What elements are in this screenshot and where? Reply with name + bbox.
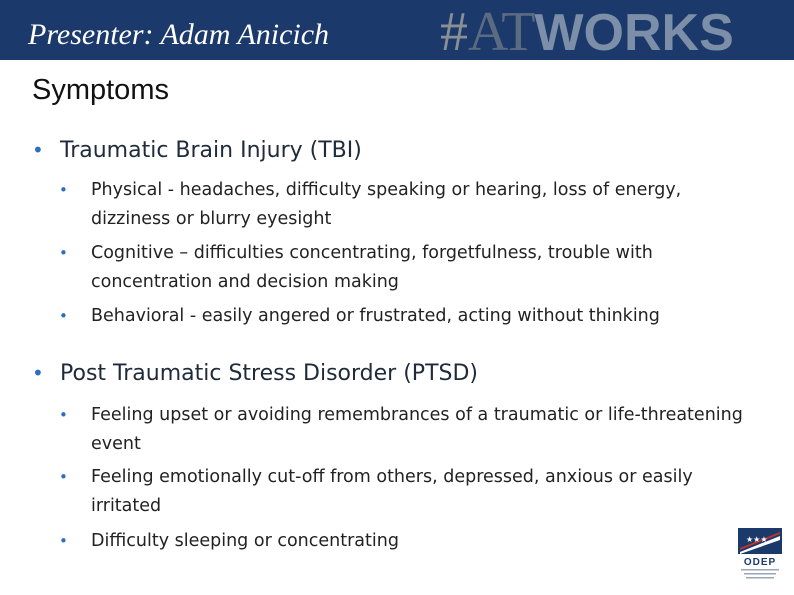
- list-item: [59, 239, 748, 297]
- presenter-name: Presenter: Adam Anicich: [28, 18, 330, 51]
- list-item-text: Feeling emotionally cut-off from others, depressed, anxious or easily irritated: [91, 467, 693, 516]
- logo-at: AT: [468, 1, 535, 63]
- list-item: [59, 176, 748, 234]
- bullet-icon: •: [32, 361, 44, 385]
- odep-line: [746, 577, 774, 579]
- section-label: Post Traumatic Stress Disorder (PTSD): [60, 361, 478, 386]
- list-item-text: Cognitive – difficulties concentrating, forgetfulness, trouble with concentration and decision making: [91, 243, 653, 292]
- logo-works: WORKS: [534, 4, 734, 62]
- section-ptsd: [32, 361, 478, 386]
- list-item: [59, 302, 748, 331]
- atworks-logo: [440, 1, 734, 63]
- list-item-text: Difficulty sleeping or concentrating: [91, 531, 399, 551]
- list-item: [59, 463, 748, 521]
- slide-title: Symptoms: [32, 74, 169, 106]
- logo-hash: #: [440, 1, 468, 63]
- bullet-icon: •: [59, 532, 68, 550]
- list-item-text: Behavioral - easily angered or frustrated, acting without thinking: [91, 306, 660, 326]
- odep-line: [741, 569, 779, 571]
- star-icon: ★★★: [746, 535, 768, 544]
- bullet-icon: •: [59, 181, 68, 199]
- odep-logo-text: ODEP: [743, 557, 777, 568]
- bullet-icon: •: [59, 244, 68, 262]
- bullet-icon: •: [59, 307, 68, 325]
- bullet-icon: •: [32, 138, 44, 162]
- list-item: [59, 527, 748, 556]
- section-tbi: [32, 138, 362, 163]
- list-item-text: Physical - headaches, difficulty speaking or hearing, loss of energy, dizziness or blurry eyesight: [91, 180, 682, 229]
- list-item-text: Feeling upset or avoiding remembrances of a traumatic or life-threatening event: [91, 405, 743, 454]
- odep-logo: [738, 528, 782, 584]
- section-label: Traumatic Brain Injury (TBI): [60, 138, 362, 163]
- bullet-icon: •: [59, 468, 68, 486]
- odep-line: [744, 573, 776, 575]
- list-item: [59, 401, 748, 459]
- bullet-icon: •: [59, 406, 68, 424]
